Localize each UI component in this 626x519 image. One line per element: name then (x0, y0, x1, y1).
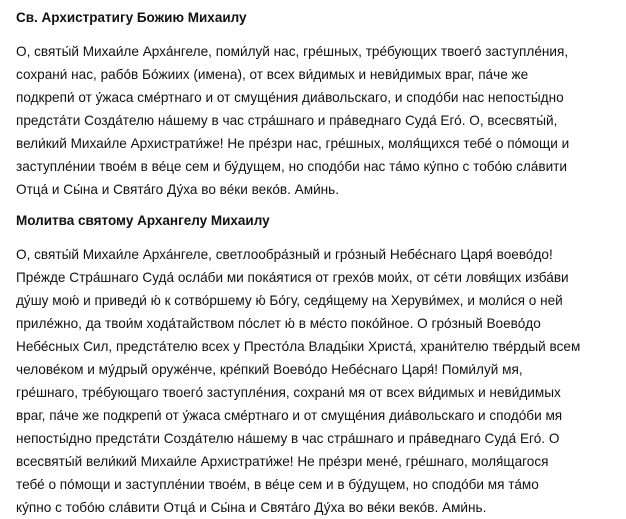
prayer-line: гре́шнаго, тре́бующаго твоего́ заступле́ния, сохрани́ мя от всех ви́димых и неви́димых (16, 385, 561, 400)
prayer-line: непосты́дно предста́ти Созда́телю на́шему в час стра́шнаго и пра́веднаго Суда́ Его́. О (16, 431, 560, 446)
prayer-line: челове́ком и му́дрый оруже́нче, кре́пкий Воево́до Небе́снаго Царя́! Поми́луй мя, (16, 362, 523, 377)
prayer-line: сохрани́ нас, рабо́в Бо́жиих (имена), от всех ви́димых и неви́димых враг, па́че же (16, 67, 529, 82)
prayer-line: Небе́сных Сил, предста́телю всех у Престо́ла Влады́ки Христа́, храни́телю тве́рдый всем (16, 339, 581, 354)
section-heading-archangel: Молитва святому Архангелу Михаилу (16, 213, 270, 228)
prayer-line: ду́шу мою́ и приведи́ ю́ к сотво́ршему ю́ Бо́гу, седя́щему на Херуви́мех, и моли́ся о ней (16, 293, 563, 308)
prayer-line: Отца́ и Сы́на и Свята́го Ду́ха во ве́ки веко́в. Ами́нь. (16, 182, 340, 197)
prayer-line: приле́жно, да твои́м хода́тайством по́слет ю́ в ме́сто поко́йное. О гро́зный Воево́до (16, 316, 541, 331)
section-heading-archistratig: Св. Архистратигу Божию Михаилу (16, 10, 247, 25)
prayer-text-archistratig (16, 40, 612, 201)
prayer-text-archangel (16, 243, 612, 519)
prayer-line: О, святы́й Михаи́ле Арха́нгеле, поми́луй нас, гре́шных, тре́бующих твоего́ заступле́ния, (16, 44, 569, 59)
prayer-line: Пре́жде Стра́шнаго Суда́ осла́би ми пока́ятися от грехо́в мои́х, от се́ти ловя́щих изба́ви (16, 270, 569, 285)
prayer-line: подкрепи́ от у́жаса сме́ртнаго и от смуще́ния диа́вольскаго, и сподо́би нас непосты́дно (16, 90, 564, 105)
prayer-line: враг, па́че же подкрепи́ от у́жаса сме́ртнаго и от смуще́ния диа́вольскаго и сподо́би мя (16, 408, 563, 423)
prayer-line: О, святы́й Михаи́ле Арха́нгеле, светлообра́зный и гро́зный Небе́снаго Царя́ воево́до! (16, 247, 553, 262)
prayer-line: тебе́ о по́мощи и заступле́нии твое́м, в ве́це сем и в бу́дущем, но сподо́би мя та́мо (16, 477, 539, 492)
prayer-line: вели́кий Михаи́ле Архистрати́же! Не пре́зри нас, гре́шных, моля́щихся тебе́ о по́мощи и (16, 136, 570, 151)
prayer-line: всесвяты́й вели́кий Михаи́ле Архистрати́же! Не пре́зри мене́, гре́шнаго, моля́щагося (16, 454, 549, 469)
prayer-line: заступле́нии твое́м в ве́це сем и бу́дущем, но сподо́би нас та́мо ку́пно с тобо́ю сла́вити (16, 159, 567, 174)
prayer-line: ку́пно с тобо́ю сла́вити Отца́ и Сы́на и Свята́го Ду́ха во ве́ки веко́в. Ами́нь. (16, 500, 487, 515)
prayer-line: предста́ти Созда́телю на́шему в час стра́шнаго и пра́веднаго Суда́ Его́. О, всесвяты́й, (16, 113, 558, 128)
